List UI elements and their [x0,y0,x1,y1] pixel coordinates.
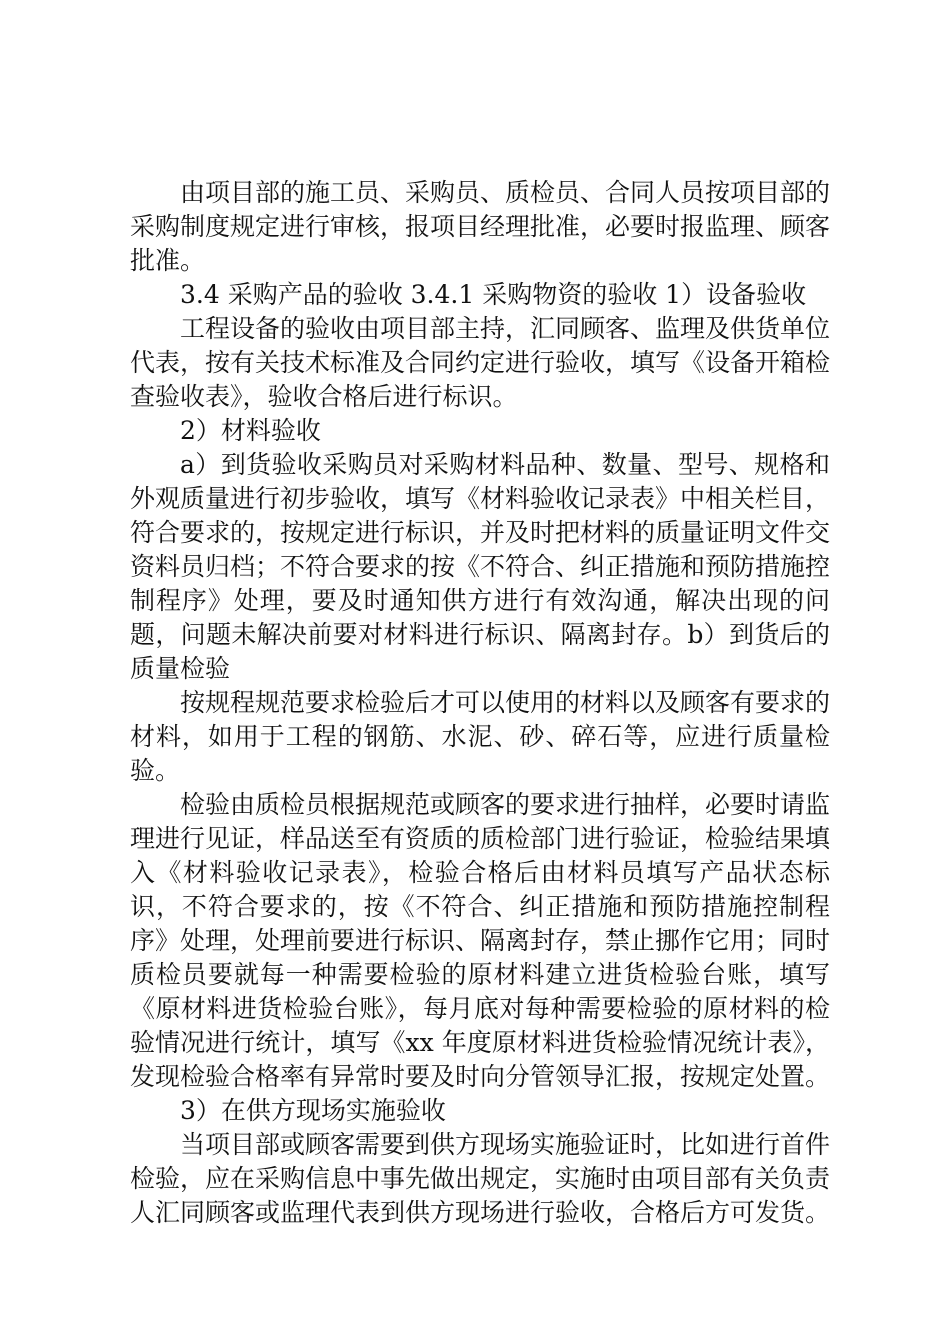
paragraph-arrival-inspection: a）到货验收采购员对采购材料品种、数量、型号、规格和外观质量进行初步验收，填写《材料验收记录表》中相关栏目，符合要求的，按规定进行标识，并及时把材料的质量证明文件交资料员归档；不符合要求的按《不符合、纠正措施和预防措施控制程序》处理，要及时通知供方进行有效沟通，解决出现的问题，问题未解决前要对材料进行标识、隔离封存。b）到货后的质量检验 [130,450,831,683]
paragraph-review-approval: 由项目部的施工员、采购员、质检员、合同人员按项目部的采购制度规定进行审核，报项目经理批准，必要时报监理、顾客批准。 [130,178,831,275]
paragraph-quality-inspection-scope: 按规程规范要求检验后才可以使用的材料以及顾客有要求的材料，如用于工程的钢筋、水泥、砂、碎石等，应进行质量检验。 [130,688,831,785]
subheading-supplier-site-acceptance: 3）在供方现场实施验收 [180,1096,446,1125]
paragraph-sampling-procedure: 检验由质检员根据规范或顾客的要求进行抽样，必要时请监理进行见证，样品送至有资质的质检部门进行验证，检验结果填入《材料验收记录表》，检验合格后由材料员填写产品状态标识，不符合要求的，按《不符合、纠正措施和预防措施控制程序》处理，处理前要进行标识、隔离封存，禁止挪作它用；同时质检员要就每一种需要检验的原材料建立进货检验台账，填写《原材料进货检验台账》，每月底对每种需要检验的原材料的检验情况进行统计，填写《xx 年度原材料进货检验情况统计表》，发现检验合格率有异常时要及时向分管领导汇报，按规定处置。 [130,790,831,1091]
paragraph-supplier-site-verification: 当项目部或顾客需要到供方现场实施验证时，比如进行首件检验，应在采购信息中事先做出规定，实施时由项目部有关负责人汇同顾客或监理代表到供方现场进行验收，合格后方可发货。 [130,1130,831,1227]
paragraph-equipment-acceptance: 工程设备的验收由项目部主持，汇同顾客、监理及供货单位代表，按有关技术标准及合同约定进行验收，填写《设备开箱检查验收表》，验收合格后进行标识。 [130,314,831,411]
subheading-material-acceptance: 2）材料验收 [180,416,321,445]
section-heading-acceptance: 3.4 采购产品的验收 3.4.1 采购物资的验收 1）设备验收 [180,280,807,309]
document-body [130,176,830,1230]
